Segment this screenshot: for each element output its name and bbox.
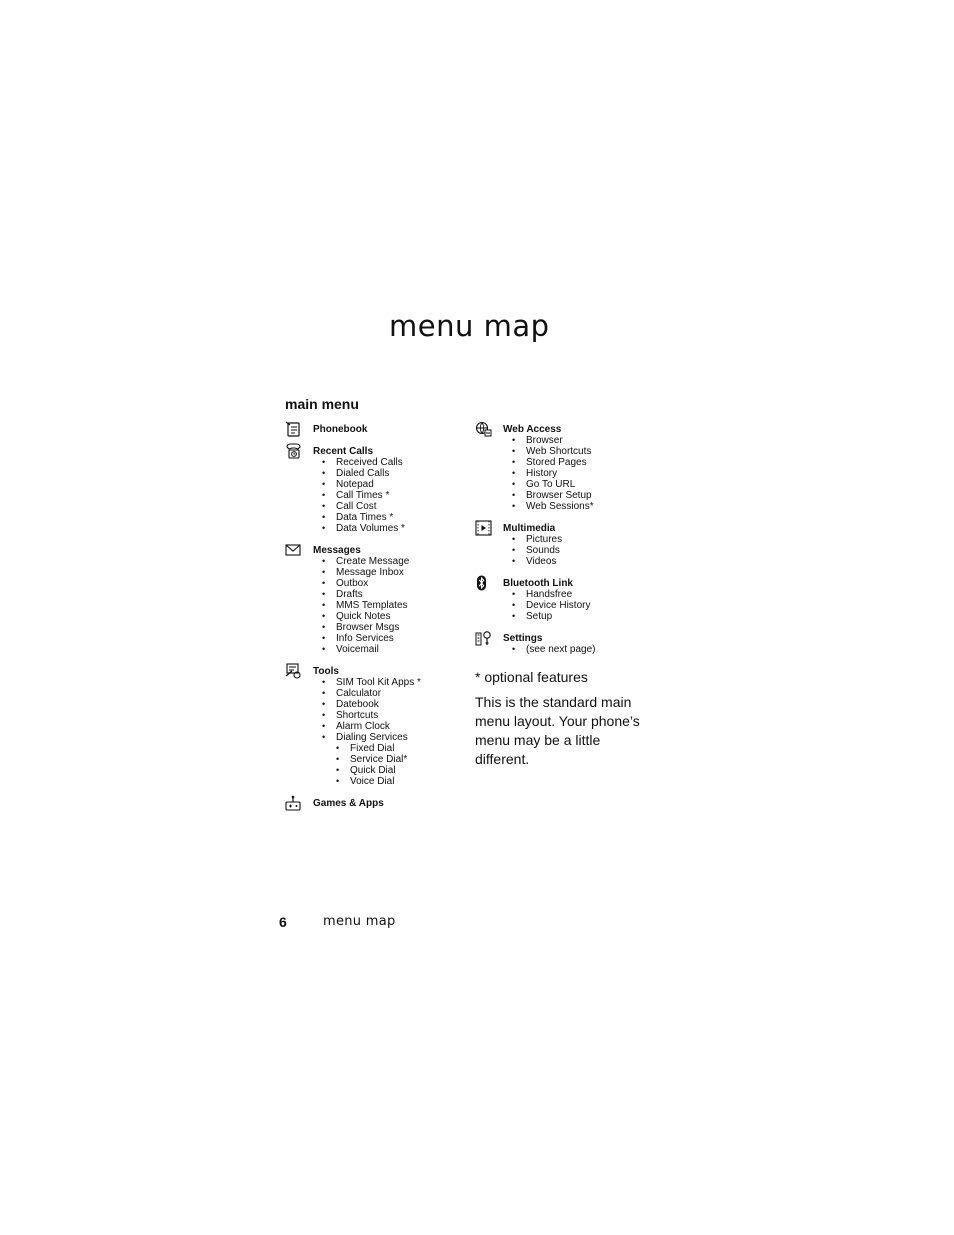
menu-group-title: Messages: [313, 545, 361, 556]
menu-item: • Alarm Clock: [322, 721, 465, 732]
menu-item-list: [313, 556, 465, 655]
menu-item-list: [503, 435, 655, 512]
footer-label: menu map: [323, 914, 396, 929]
sub-menu-item: • Voice Dial: [336, 776, 465, 787]
menu-group-title: Web Access: [503, 424, 562, 435]
standard-layout-note: This is the standard main menu layout. Your phone’s menu may be a little different.: [475, 694, 640, 767]
menu-item: • Create Message: [322, 556, 465, 567]
menu-item: • Received Calls: [322, 457, 465, 468]
menu-item-list: [503, 534, 655, 567]
notes: [475, 668, 650, 769]
menu-item: • Pictures: [512, 534, 655, 545]
page-title: menu map: [389, 309, 550, 343]
menu-item-list: [313, 457, 465, 534]
section-heading: main menu: [285, 396, 359, 412]
tools-icon: [285, 663, 302, 679]
settings-icon: [475, 630, 492, 646]
menu-item: • Calculator: [322, 688, 465, 699]
menu-item: • Go To URL: [512, 479, 655, 490]
menu-group-title: Settings: [503, 633, 543, 644]
menu-item: • Data Volumes *: [322, 523, 465, 534]
menu-item: • Voicemail: [322, 644, 465, 655]
phonebook-icon: [285, 421, 302, 437]
menu-group-title: Tools: [313, 666, 339, 677]
menu-group-messages: [285, 542, 465, 655]
menu-item: • Videos: [512, 556, 655, 567]
menu-item: • Quick Notes: [322, 611, 465, 622]
menu-item: • Device History: [512, 600, 655, 611]
menu-item: • Browser: [512, 435, 655, 446]
multimedia-icon: [475, 520, 492, 536]
menu-item: • Sounds: [512, 545, 655, 556]
optional-features-note: * optional features: [475, 669, 588, 685]
menu-item: • Dialed Calls: [322, 468, 465, 479]
menu-item: • Drafts: [322, 589, 465, 600]
sub-menu-item: • Fixed Dial: [336, 743, 465, 754]
menu-item: • MMS Templates: [322, 600, 465, 611]
menu-item: • Browser Setup: [512, 490, 655, 501]
menu-group-web-access: [475, 421, 655, 512]
menu-item: • Shortcuts: [322, 710, 465, 721]
menu-group-title: Multimedia: [503, 523, 556, 534]
sub-item-list: [313, 743, 465, 787]
menu-item: • Web Shortcuts: [512, 446, 655, 457]
menu-item: • (see next page): [512, 644, 655, 655]
menu-item: • History: [512, 468, 655, 479]
bluetooth-icon: [475, 575, 492, 591]
menu-item: • Call Times *: [322, 490, 465, 501]
menu-item: • Dialing Services: [322, 732, 465, 743]
menu-group-title: Games & Apps: [313, 798, 384, 809]
menu-group-multimedia: [475, 520, 655, 567]
menu-item: • Call Cost: [322, 501, 465, 512]
sub-menu-item: • Quick Dial: [336, 765, 465, 776]
menu-item: • Message Inbox: [322, 567, 465, 578]
menu-group-settings: [475, 630, 655, 655]
menu-item: • Browser Msgs: [322, 622, 465, 633]
menu-group-recent-calls: [285, 443, 465, 534]
page-number: 6: [279, 914, 287, 930]
menu-item: • Datebook: [322, 699, 465, 710]
menu-item: • SIM Tool Kit Apps *: [322, 677, 465, 688]
menu-item: • Outbox: [322, 578, 465, 589]
right-menu-column: [475, 421, 655, 663]
menu-group-title: Recent Calls: [313, 446, 374, 457]
menu-item: • Stored Pages: [512, 457, 655, 468]
menu-item: • Notepad: [322, 479, 465, 490]
left-menu-column: [285, 421, 465, 817]
menu-group-title: Phonebook: [313, 424, 368, 435]
menu-item: • Setup: [512, 611, 655, 622]
menu-group-phonebook: [285, 421, 465, 435]
menu-group-tools: [285, 663, 465, 787]
menu-item-list: [313, 677, 465, 743]
menu-item-list: [503, 589, 655, 622]
menu-group-games-apps: [285, 795, 465, 809]
recent-calls-icon: [285, 443, 302, 459]
menu-item: • Data Times *: [322, 512, 465, 523]
games-apps-icon: [285, 795, 302, 811]
web-access-icon: [475, 421, 492, 437]
menu-item-list: [503, 644, 655, 655]
messages-icon: [285, 542, 302, 558]
menu-item: • Web Sessions*: [512, 501, 655, 512]
sub-menu-item: • Service Dial*: [336, 754, 465, 765]
menu-item: • Info Services: [322, 633, 465, 644]
menu-item: • Handsfree: [512, 589, 655, 600]
menu-group-title: Bluetooth Link: [503, 578, 573, 589]
menu-group-bluetooth-link: [475, 575, 655, 622]
